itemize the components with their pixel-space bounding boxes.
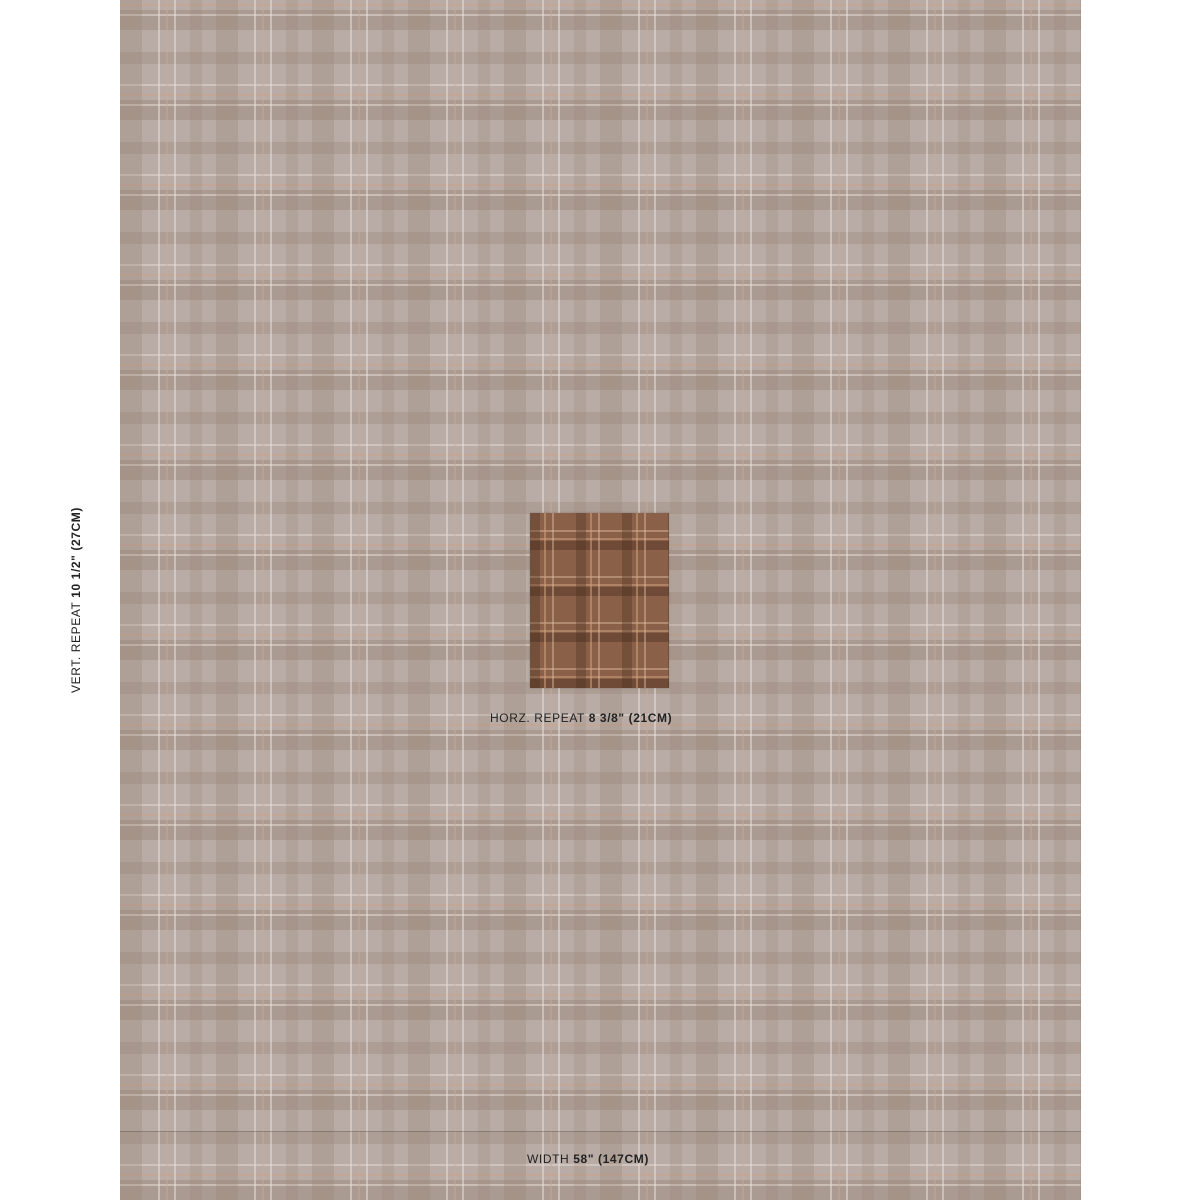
width-label <box>527 1152 649 1166</box>
width-prefix: WIDTH <box>527 1152 570 1166</box>
horz-repeat-value: 8 3/8" (21CM) <box>588 711 673 725</box>
swatch-repeat-sample <box>530 513 669 688</box>
horz-repeat-prefix: HORZ. REPEAT <box>490 711 585 725</box>
vert-repeat-label <box>69 507 83 693</box>
horz-repeat-label <box>490 711 672 725</box>
width-rule <box>120 1131 1081 1132</box>
vert-repeat-prefix: VERT. REPEAT <box>69 601 83 693</box>
width-value: 58" (147CM) <box>573 1152 649 1166</box>
vert-repeat-value: 10 1/2" (27CM) <box>69 507 83 598</box>
